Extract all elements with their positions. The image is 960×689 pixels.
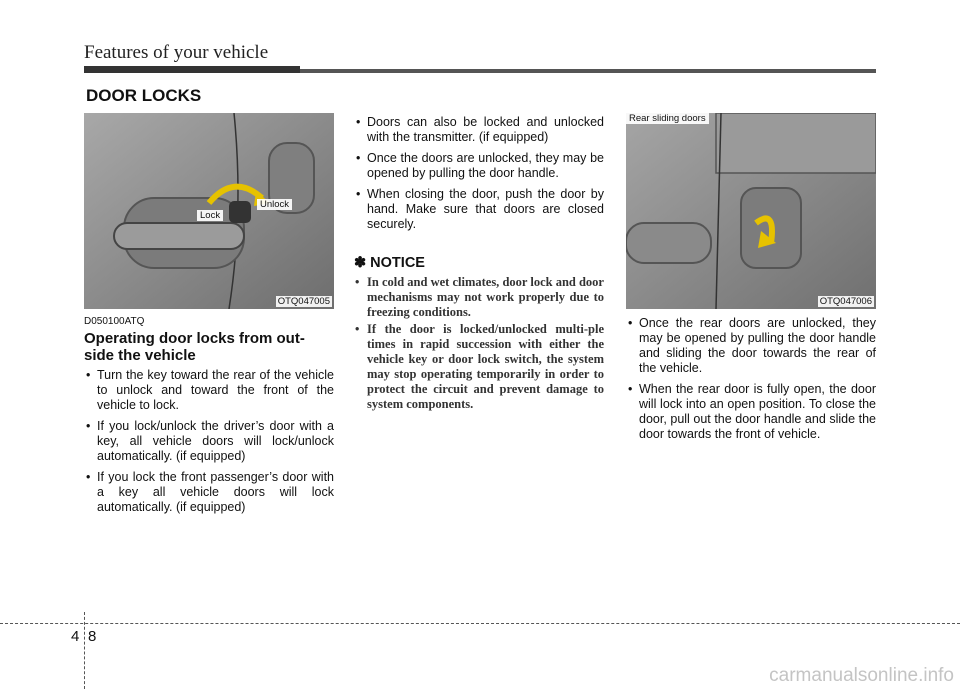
list-item: • If you lock/unlock the driver’s door with a key, all vehicle doors will lock/unlock automatically. (if equipped) — [84, 419, 334, 464]
door-handle-key-figure — [84, 113, 334, 309]
column1-bullet-list — [84, 368, 334, 521]
notice-list — [354, 275, 604, 414]
sliding-door-illustration — [626, 113, 876, 309]
rear-sliding-doors-label: Rear sliding doors — [626, 113, 709, 124]
header-rule-accent — [84, 66, 300, 73]
lock-label: Lock — [197, 210, 223, 221]
list-item: • When the rear door is fully open, the door will lock into an open position. To close the door, pull out the door handle and slide the door towards the front of vehicle. — [626, 382, 876, 442]
rear-sliding-door-figure — [626, 113, 876, 309]
list-item: • When closing the door, push the door by hand. Make sure that doors are closed securely. — [354, 187, 604, 232]
column2-bullet-list — [354, 115, 604, 238]
unlock-label: Unlock — [257, 199, 292, 210]
list-item: • Turn the key toward the rear of the vehicle to unlock and toward the front of the vehicle to lock. — [84, 368, 334, 413]
column3-bullet-list — [626, 316, 876, 448]
page-header-title: Features of your vehicle — [84, 42, 269, 63]
footer-divider — [84, 612, 85, 689]
figure-code: OTQ047005 — [277, 296, 330, 307]
footer-rule — [0, 623, 960, 624]
list-item: • Doors can also be locked and unlocked with the transmitter. (if equipped) — [354, 115, 604, 145]
watermark: carmanualsonline.info — [769, 665, 954, 686]
notice-title: ✽ NOTICE — [354, 255, 425, 271]
page-chapter-number: 4 — [71, 628, 80, 645]
subsection-title: Operating door locks from out-side the vehicle — [84, 330, 305, 364]
list-item: • Once the rear doors are unlocked, they may be opened by pulling the door handle and sliding the door towards the rear of the vehicle. — [626, 316, 876, 376]
section-code: D050100ATQ — [84, 316, 145, 327]
notice-item: • In cold and wet climates, door lock and door mechanisms may not work properly due to freezing conditions. — [354, 275, 604, 320]
list-item: • If you lock the front passenger’s door with a key all vehicle doors will lock automatically. (if equipped) — [84, 470, 334, 515]
figure-code: OTQ047006 — [819, 296, 872, 307]
notice-item: • If the door is locked/unlocked multi-ple times in rapid succession with either the vehicle key or door lock switch, the system may stop operating temporarily in order to protect the circuit and prevent damage to system components. — [354, 322, 604, 412]
list-item: • Once the doors are unlocked, they may be opened by pulling the door handle. — [354, 151, 604, 181]
page-number: 8 — [88, 628, 97, 645]
section-title: DOOR LOCKS — [86, 86, 202, 105]
